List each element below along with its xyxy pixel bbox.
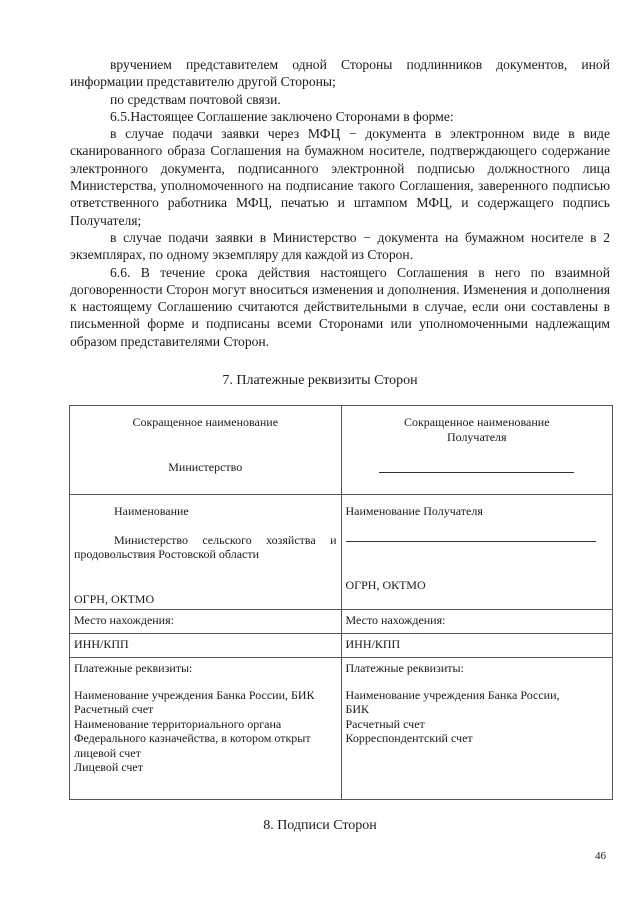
table-row xyxy=(70,658,613,800)
paragraph: в случае подачи заявки через МФЦ − документа в электронном виде в виде сканированного образа Соглашения на бумажном носителе, подтверждающего содержание электронного документа, подписанного электронной подписью должностного лица Министерства, уполномоченного на подписание такого Соглашения, заверенного подписью ответственного работника МФЦ, печатью и штампом МФЦ, и содержащего подпись Получателя; xyxy=(70,126,610,228)
left-payment-label: Платежные реквизиты: xyxy=(74,661,193,675)
right-short-name-cell xyxy=(341,406,613,495)
table-row xyxy=(70,610,613,634)
left-name-cell xyxy=(70,495,342,610)
table-row xyxy=(70,634,613,658)
list-item: Федерального казначейства, в котором открыт xyxy=(74,731,311,745)
left-name-label: Наименование xyxy=(114,504,189,518)
list-item: Наименование учреждения Банка России, БИК xyxy=(74,687,315,702)
right-inn: ИНН/КПП xyxy=(341,634,613,658)
left-name-value-1: Министерство сельского хозяйства и xyxy=(114,532,337,547)
table-row xyxy=(70,495,613,610)
right-payment-cell xyxy=(341,658,613,800)
right-ogrn: ОГРН, ОКТМО xyxy=(345,577,426,592)
left-short-name-value: Министерство xyxy=(168,459,243,474)
list-item: Наименование территориального органа xyxy=(74,716,282,731)
list-item: лицевой счет xyxy=(74,745,141,760)
list-item: БИК xyxy=(345,702,370,716)
left-short-name-label: Сокращенное наименование xyxy=(132,415,279,429)
list-item: Лицевой счет xyxy=(74,760,144,774)
right-name-cell xyxy=(341,495,613,610)
left-inn: ИНН/КПП xyxy=(70,634,342,658)
left-payment-list xyxy=(74,688,337,775)
paragraph: вручением представителем одной Стороны подлинников документов, иной информации представителю другой Стороны; xyxy=(70,57,610,90)
right-short-name-label-2: Получателя xyxy=(446,429,507,444)
paragraph: 6.5.Настоящее Соглашение заключено Сторонами в форме: xyxy=(110,108,454,124)
list-item: Наименование учреждения Банка России, xyxy=(345,687,560,702)
body-text xyxy=(70,56,610,350)
paragraph: по средствам почтовой связи. xyxy=(110,91,281,107)
list-item: Расчетный счет xyxy=(345,716,425,731)
requisites-table xyxy=(69,405,613,800)
section-7-title: 7. Платежные реквизиты Сторон xyxy=(222,373,418,388)
left-payment-cell xyxy=(70,658,342,800)
left-short-name-cell xyxy=(70,406,342,495)
left-name-value-2: продовольствия Ростовской области xyxy=(74,547,260,561)
page-number: 46 xyxy=(595,850,606,862)
right-short-name-blank-line xyxy=(379,471,574,473)
right-name-label: Наименование Получателя xyxy=(345,504,483,518)
right-payment-label: Платежные реквизиты: xyxy=(345,661,464,675)
paragraph: в случае подачи заявки в Министерство − документа на бумажном носителе в 2 экземплярах, по одному экземпляру для каждой из Сторон. xyxy=(70,229,610,263)
paragraph: 6.6. В течение срока действия настоящего Соглашения в него по взаимной договоренности Сторон могут вноситься изменения и дополнения. Изменения и дополнения к настоящему Соглашению считаются действительными в случае, если они составлены в письменной форме и подписаны всеми Сторонами или уполномоченными надлежащим образом представителями Сторон. xyxy=(70,264,610,349)
list-item: Расчетный счет xyxy=(74,702,154,716)
right-name-blank-line xyxy=(346,541,596,542)
right-short-name-label: Сокращенное наименование xyxy=(403,415,550,429)
section-8-title: 8. Подписи Сторон xyxy=(263,818,377,833)
right-location: Место нахождения: xyxy=(341,610,613,634)
left-location: Место нахождения: xyxy=(70,610,342,634)
left-ogrn: ОГРН, ОКТМО xyxy=(74,591,155,606)
right-payment-list xyxy=(346,688,609,746)
list-item: Корреспондентский счет xyxy=(345,731,473,745)
table-row xyxy=(70,406,613,495)
